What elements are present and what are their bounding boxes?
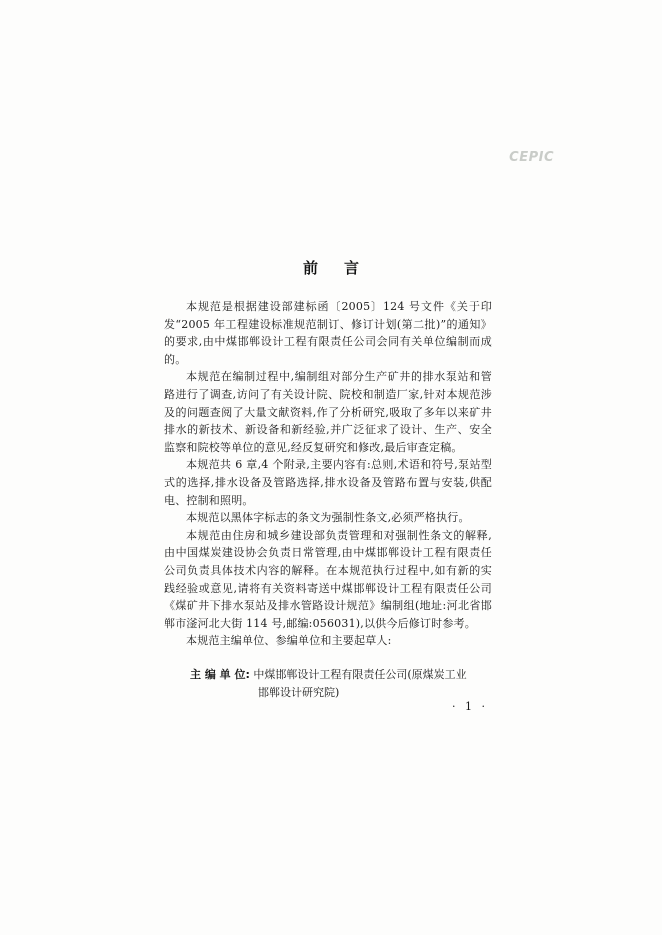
page-title: 前言 bbox=[302, 259, 385, 277]
org-label: 主 编 单 位: bbox=[190, 668, 250, 681]
org-name-line2: 邯郸设计研究院) bbox=[258, 686, 340, 699]
paragraph-1: 本规范是根据建设部建标函〔2005〕124 号文件《关于印发“2005 年工程建设标准规范制订、修订计划(第二批)”的通知》的要求,由中煤邯郸设计工程有限责任公司会同有关单位编制而成的。 bbox=[164, 300, 492, 366]
chief-editor-unit bbox=[190, 666, 500, 702]
cepic-watermark: CEPIC bbox=[509, 150, 554, 165]
foreword-body bbox=[164, 298, 492, 650]
paragraph-4: 本规范以黑体字标志的条文为强制性条文,必须严格执行。 bbox=[186, 511, 470, 525]
paragraph-6: 本规范主编单位、参编单位和主要起草人: bbox=[186, 634, 392, 648]
paragraph-2: 本规范在编制过程中,编制组对部分生产矿井的排水泵站和管路进行了调查,访问了有关设计院、院校和制造厂家,针对本规范涉及的问题查阅了大量文献资料,作了分析研究,吸取了多年以来矿井排水的新技术、新设备和新经验,并广泛征求了设计、生产、安全监察和院校等单位的意见,经反复研究和修改,最后审查定稿。 bbox=[164, 370, 492, 454]
page-number: · 1 · bbox=[452, 700, 488, 713]
paragraph-5: 本规范由住房和城乡建设部负责管理和对强制性条文的解释,由中国煤炭建设协会负责日常管理,由中煤邯郸设计工程有限责任公司负责具体技术内容的解释。在本规范执行过程中,如有新的实践经验或意见,请将有关资料寄送中煤邯郸设计工程有限责任公司《煤矿井下排水泵站及排水管路设计规范》编制组(地址:河北省邯郸市滏河北大街 114 号,邮编:056031),以供今后修订时参考。 bbox=[164, 528, 492, 630]
org-line-1 bbox=[190, 666, 500, 684]
paragraph-3: 本规范共 6 章,4 个附录,主要内容有:总则,术语和符号,泵站型式的选择,排水设备及管路选择,排水设备及管路布置与安装,供配电、控制和照明。 bbox=[164, 458, 492, 507]
org-name-line1: 中煤邯郸设计工程有限责任公司(原煤炭工业 bbox=[253, 668, 467, 681]
